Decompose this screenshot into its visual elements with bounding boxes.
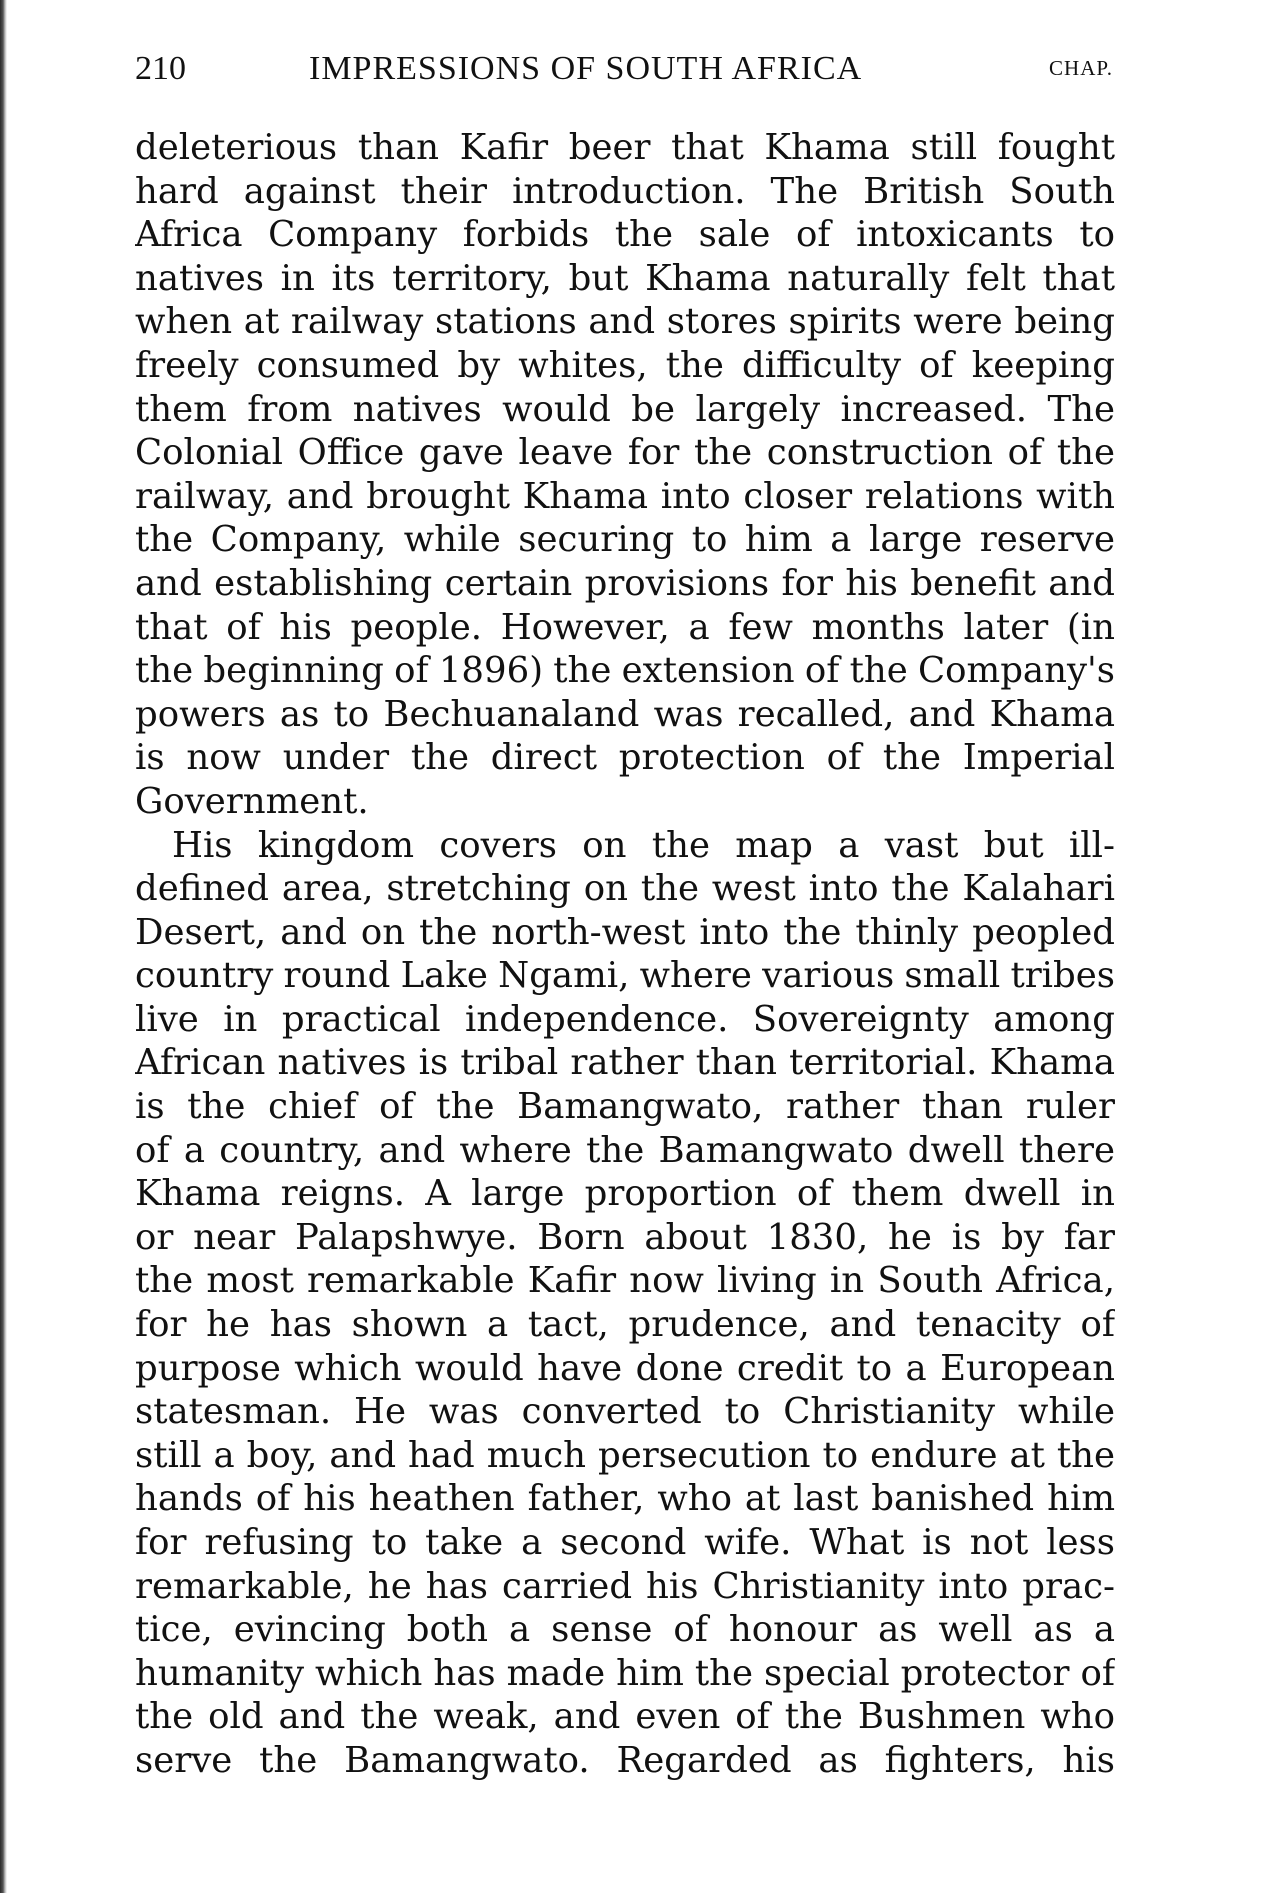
text-line: the old and the weak, and even of the Bushmen who [135,1696,1115,1738]
text-line: Khama reigns. A large proportion of them dwell in [135,1173,1115,1215]
paragraph-1 [135,126,1115,824]
text-line: Colonial Office gave leave for the construction of the [135,432,1115,474]
text-line: deleterious than Kafir beer that Khama still fought [135,127,1115,168]
text-line: them from natives would be largely increased. The [135,388,1115,430]
text-line: serve the Bamangwato. Regarded as fighters, his [135,1739,1115,1781]
book-title: IMPRESSIONS OF SOUTH AFRICA [309,50,863,87]
text-line: the beginning of 1896) the extension of the Company's [135,650,1115,692]
text-line: still a boy, and had much persecution to endure at the [135,1434,1115,1476]
text-line: country round Lake Ngami, where various small tribes [135,955,1115,997]
text-line: is the chief of the Bamangwato, rather than ruler [135,1086,1115,1128]
text-line: for refusing to take a second wife. What is not less [135,1522,1115,1563]
text-line: Government. [135,780,369,822]
text-line: remarkable, he has carried his Christianity into prac- [135,1565,1115,1607]
text-line: freely consumed by whites, the difficulty of keeping [135,344,1115,386]
page-number: 210 [135,50,186,87]
text-line: the Company, while securing to him a large reserve [135,519,1115,561]
text-line: defined area, stretching on the west into the Kalahari [135,868,1115,910]
text-line: African natives is tribal rather than territorial. Khama [135,1042,1115,1084]
body-text [135,126,1115,1783]
text-line: powers as to Bechuanaland was recalled, and Khama [135,693,1115,735]
text-line: humanity which has made him the special protector of [135,1652,1115,1694]
text-line: the most remarkable Kafir now living in South Africa, [135,1260,1115,1302]
running-head [135,50,1115,90]
text-line: is now under the direct protection of the Imperial [135,737,1115,779]
chapter-mark: CHAP. [1049,56,1113,80]
text-line: hands of his heathen father, who at last banished him [135,1478,1115,1520]
text-line: Africa Company forbids the sale of intoxicants to [135,214,1115,256]
text-line: that of his people. However, a few months later (in [135,606,1115,648]
text-line: and establishing certain provisions for his benefit and [135,562,1115,604]
text-line: tice, evincing both a sense of honour as well as a [135,1609,1115,1651]
text-line: or near Palapshwye. Born about 1830, he is by far [135,1216,1115,1258]
text-line: Desert, and on the north-west into the thinly peopled [135,911,1115,953]
page-spine-edge [0,0,7,1893]
text-line: live in practical independence. Sovereignty among [135,998,1115,1040]
text-line: natives in its territory, but Khama naturally felt that [135,257,1115,299]
text-line: statesman. He was converted to Christianity while [135,1391,1115,1433]
text-line: hard against their introduction. The British South [135,170,1115,212]
text-line: railway, and brought Khama into closer relations with [135,475,1115,517]
text-line: His kingdom covers on the map a vast but ill- [172,824,1115,866]
paragraph-2 [135,824,1115,1783]
text-line: purpose which would have done credit to a European [135,1347,1115,1389]
text-line: for he has shown a tact, prudence, and tenacity of [135,1304,1115,1346]
text-line: when at railway stations and stores spirits were being [135,301,1115,343]
text-line: of a country, and where the Bamangwato dwell there [135,1129,1115,1171]
